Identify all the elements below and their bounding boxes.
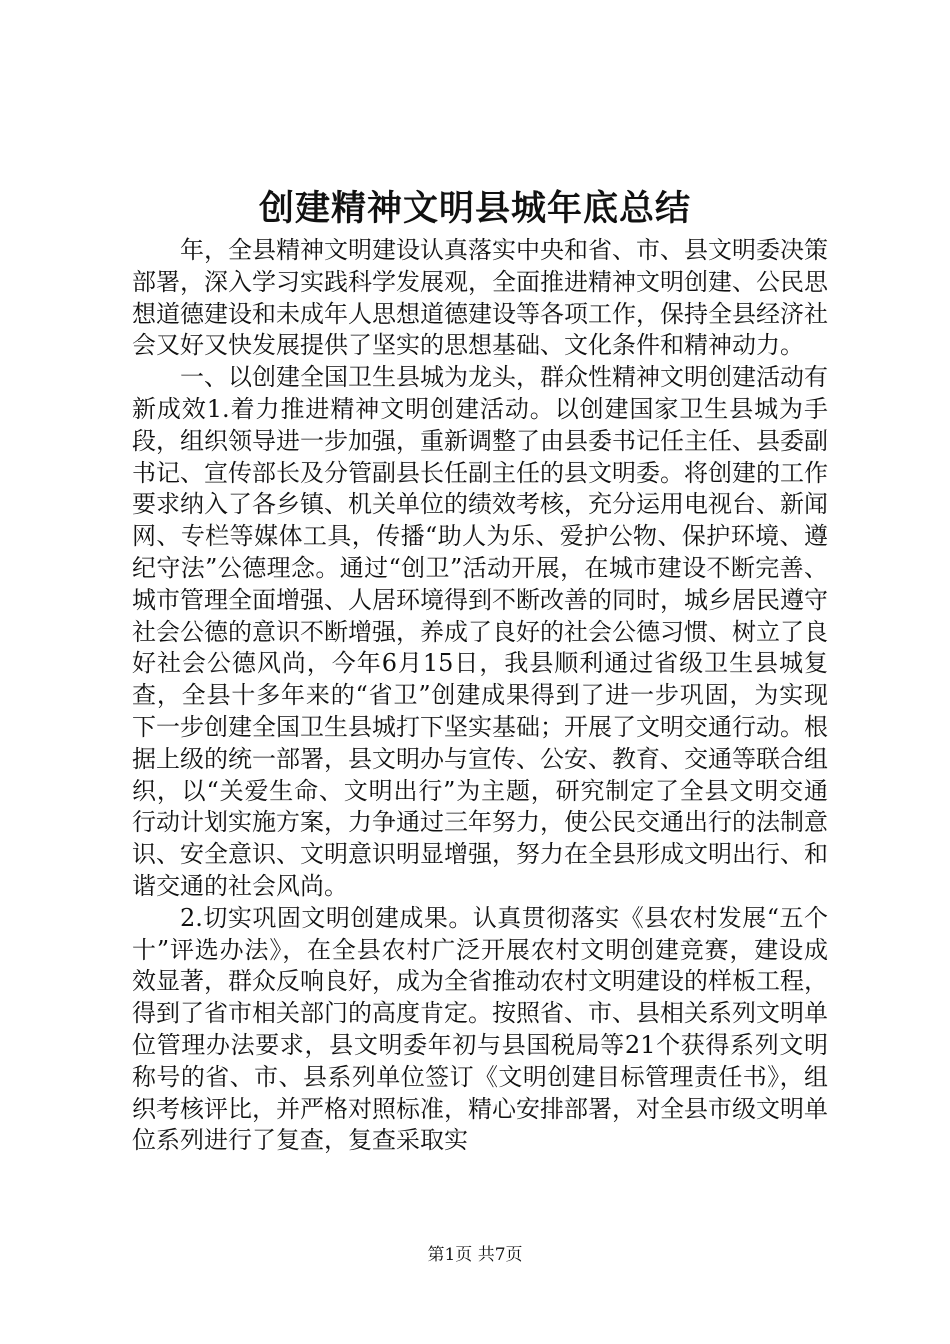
page-number-footer: 第1页 共7页	[427, 1245, 523, 1265]
paragraph-section-1: 一、以创建全国卫生县城为龙头，群众性精神文明创建活动有新成效1.着力推进精神文明创建活动。以创建国家卫生县城为手段，组织领导进一步加强，重新调整了由县委书记任主任、县委副书记、宣传部长及分管副县长任副主任的县文明委。将创建的工作要求纳入了各乡镇、机关单位的绩效考核，充分运用电视台、新闻网、专栏等媒体工具，传播“助人为乐、爱护公物、保护环境、遵纪守法”公德理念。通过“创卫”活动开展，在城市建设不断完善、城市管理全面增强、人居环境得到不断改善的同时，城乡居民遵守社会公德的意识不断增强，养成了良好的社会公德习惯、树立了良好社会公德风尚，今年6月15日，我县顺利通过省级卫生县城复查，全县十多年来的“省卫”创建成果得到了进一步巩固，为实现下一步创建全国卫生县城打下坚实基础；开展了文明交通行动。根据上级的统一部署，县文明办与宣传、公安、教育、交通等联合组织，以“关爱生命、文明出行”为主题，研究制定了全县文明交通行动计划实施方案，力争通过三年努力，使公民交通出行的法制意识、安全意识、文明意识明显增强，努力在全县形成文明出行、和谐交通的社会风尚。	[132, 363, 828, 900]
paragraph-intro: 年，全县精神文明建设认真落实中央和省、市、县文明委决策部署，深入学习实践科学发展观，全面推进精神文明创建、公民思想道德建设和未成年人思想道德建设等各项工作，保持全县经济社会又好又快发展提供了坚实的思想基础、文化条件和精神动力。	[132, 236, 828, 360]
document-title: 创建精神文明县城年底总结	[258, 188, 691, 229]
paragraph-section-2: 2.切实巩固文明创建成果。认真贯彻落实《县农村发展“五个十”评选办法》，在全县农村广泛开展农村文明创建竞赛，建设成效显著，群众反响良好，成为全省推动农村文明建设的样板工程，得到了省市相关部门的高度肯定。按照省、市、县相关系列文明单位管理办法要求，县文明委年初与县国税局等21个获得系列文明称号的省、市、县系列单位签订《文明创建目标管理责任书》，组织考核评比，并严格对照标准，精心安排部署，对全县市级文明单位系列进行了复查，复查采取实	[132, 903, 828, 1155]
document-body	[132, 235, 828, 1157]
